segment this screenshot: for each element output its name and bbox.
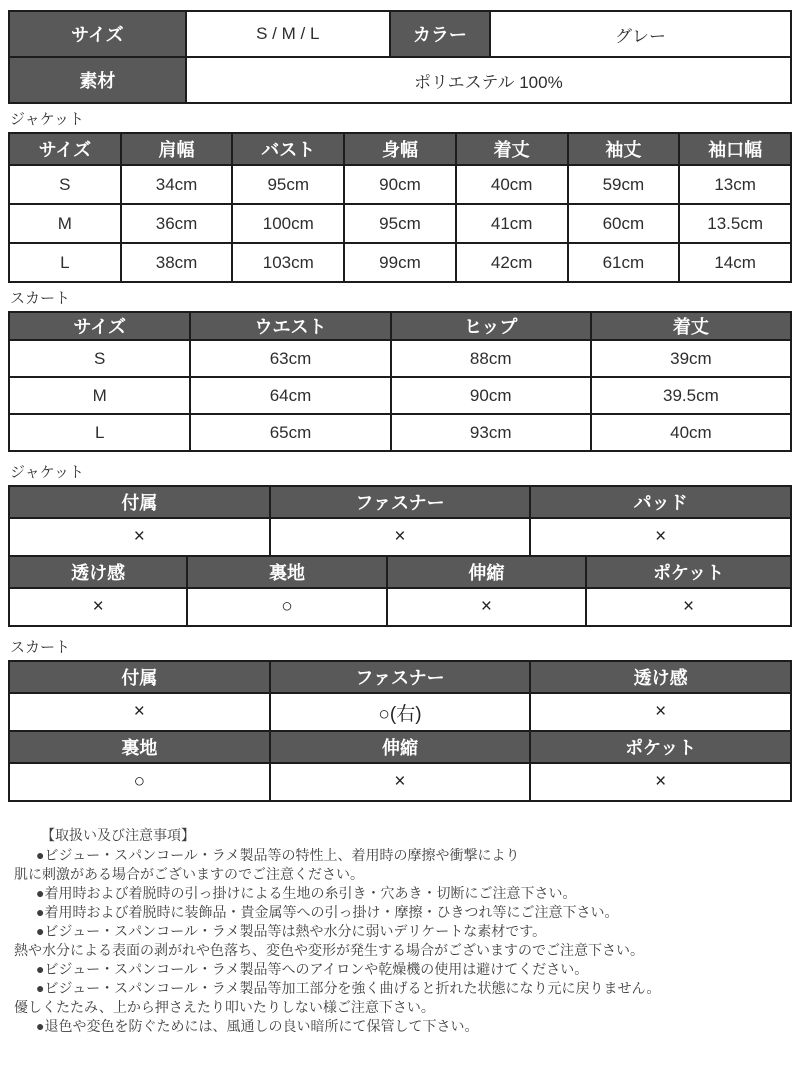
care-note-line: ●ビジュー・スパンコール・ラメ製品等は熱や水分に弱いデリケートな素材です。 (36, 923, 547, 939)
jacket-size-cell: S (9, 165, 121, 204)
care-note-line: ●ビジュー・スパンコール・ラメ製品等加工部分を強く曲げると折れた状態になり元に戻りません。 (36, 980, 661, 996)
skirt-detail-value: × (9, 693, 270, 731)
jacket-size-cell: 103cm (232, 243, 344, 282)
skirt-size-section-label: スカート (10, 290, 71, 307)
skirt-size-col-header: 着丈 (591, 312, 791, 340)
skirt-detail-value: × (270, 763, 531, 801)
skirt-size-cell: 64cm (190, 377, 390, 414)
jacket-detail-value: ○ (187, 588, 386, 626)
jacket-detail-section-label: ジャケット (10, 464, 84, 481)
skirt-detail-header: 付属 (9, 661, 270, 693)
jacket-size-header-row (9, 133, 791, 165)
skirt-detail-header: ファスナー (270, 661, 531, 693)
jacket-size-cell: 41cm (456, 204, 568, 243)
color-header-cell: カラー (390, 11, 490, 57)
skirt-detail-header: 伸縮 (270, 731, 531, 763)
skirt-size-cell: M (9, 377, 190, 414)
jacket-detail-header: 伸縮 (387, 556, 586, 588)
jacket-size-col-header: サイズ (9, 133, 121, 165)
jacket-size-cell: L (9, 243, 121, 282)
jacket-detail-value: × (9, 588, 187, 626)
jacket-size-cell: 40cm (456, 165, 568, 204)
jacket-size-col-header: バスト (232, 133, 344, 165)
jacket-detail-header: 付属 (9, 486, 270, 518)
skirt-detail-section-label: スカート (10, 639, 71, 656)
jacket-size-col-header: 袖丈 (568, 133, 680, 165)
jacket-size-col-header: 肩幅 (121, 133, 233, 165)
jacket-size-cell: 95cm (344, 204, 456, 243)
skirt-detail-table-row2 (8, 730, 792, 802)
skirt-detail-header: ポケット (530, 731, 791, 763)
skirt-size-cell: 39.5cm (591, 377, 791, 414)
jacket-size-cell: 14cm (679, 243, 791, 282)
color-value-cell: グレー (490, 11, 791, 57)
skirt-size-cell: 65cm (190, 414, 390, 451)
skirt-size-col-header: ウエスト (190, 312, 390, 340)
jacket-size-col-header: 身幅 (344, 133, 456, 165)
jacket-detail-header: パッド (530, 486, 791, 518)
size-header-cell: サイズ (9, 11, 186, 57)
skirt-size-col-header: サイズ (9, 312, 190, 340)
skirt-size-row-l (9, 414, 791, 451)
care-note-line: 肌に刺激がある場合がございますのでご注意ください。 (14, 866, 364, 882)
skirt-detail-value: ○(右) (270, 693, 531, 731)
material-value-cell: ポリエステル 100% (186, 57, 791, 103)
care-note-line: 優しくたたみ、上から押さえたり叩いたりしない様ご注意下さい。 (14, 999, 435, 1015)
jacket-size-cell: 95cm (232, 165, 344, 204)
jacket-size-table (8, 132, 792, 283)
jacket-detail-header: ファスナー (270, 486, 531, 518)
jacket-detail-table-row2 (8, 555, 792, 627)
jacket-size-cell: 61cm (568, 243, 680, 282)
skirt-size-cell: 40cm (591, 414, 791, 451)
skirt-detail-value: × (530, 693, 791, 731)
care-note-line: 熱や水分による表面の剥がれや色落ち、変色や変形が発生する場合がございますのでご注意下さい。 (14, 942, 644, 958)
jacket-size-cell: 13.5cm (679, 204, 791, 243)
skirt-detail-header: 裏地 (9, 731, 270, 763)
skirt-size-row-s (9, 340, 791, 377)
jacket-detail-header: ポケット (586, 556, 791, 588)
jacket-size-cell: 38cm (121, 243, 233, 282)
jacket-size-row-m (9, 204, 791, 243)
skirt-detail-header: 透け感 (530, 661, 791, 693)
jacket-detail-table-row1 (8, 485, 792, 557)
jacket-size-cell: 99cm (344, 243, 456, 282)
jacket-size-cell: 60cm (568, 204, 680, 243)
skirt-size-cell: 88cm (391, 340, 591, 377)
care-note-line: ●ビジュー・スパンコール・ラメ製品等へのアイロンや乾燥機の使用は避けてください。 (36, 961, 589, 977)
care-note-line: ●退色や変色を防ぐためには、風通しの良い暗所にて保管して下さい。 (36, 1018, 479, 1034)
jacket-size-cell: M (9, 204, 121, 243)
jacket-detail-value: × (270, 518, 531, 556)
care-note-line: ●着用時および着脱時に装飾品・貴金属等への引っ掛け・摩擦・ひきつれ等にご注意下さい。 (36, 904, 619, 920)
skirt-size-cell: S (9, 340, 190, 377)
skirt-size-cell: 93cm (391, 414, 591, 451)
jacket-size-col-header: 袖口幅 (679, 133, 791, 165)
skirt-size-cell: L (9, 414, 190, 451)
jacket-size-cell: 13cm (679, 165, 791, 204)
skirt-size-header-row (9, 312, 791, 340)
product-summary-table (8, 10, 792, 104)
skirt-detail-table-row1 (8, 660, 792, 732)
size-value-cell: S / M / L (186, 11, 390, 57)
skirt-size-cell: 90cm (391, 377, 591, 414)
skirt-size-table (8, 311, 792, 452)
skirt-detail-value: ○ (9, 763, 270, 801)
jacket-size-cell: 90cm (344, 165, 456, 204)
jacket-size-row-l (9, 243, 791, 282)
skirt-size-cell: 39cm (591, 340, 791, 377)
jacket-size-row-s (9, 165, 791, 204)
jacket-size-cell: 42cm (456, 243, 568, 282)
jacket-size-cell: 34cm (121, 165, 233, 204)
care-notes (14, 826, 792, 1036)
care-note-line: ●ビジュー・スパンコール・ラメ製品等の特性上、着用時の摩擦や衝撃により (36, 847, 520, 863)
jacket-size-col-header: 着丈 (456, 133, 568, 165)
jacket-detail-value: × (530, 518, 791, 556)
material-header-cell: 素材 (9, 57, 186, 103)
jacket-detail-value: × (387, 588, 586, 626)
jacket-size-cell: 59cm (568, 165, 680, 204)
jacket-detail-header: 裏地 (187, 556, 386, 588)
jacket-size-section-label: ジャケット (10, 111, 84, 128)
jacket-size-cell: 36cm (121, 204, 233, 243)
care-note-line: ●着用時および着脱時の引っ掛けによる生地の糸引き・穴あき・切断にご注意下さい。 (36, 885, 577, 901)
jacket-size-cell: 100cm (232, 204, 344, 243)
skirt-size-col-header: ヒップ (391, 312, 591, 340)
skirt-size-row-m (9, 377, 791, 414)
jacket-detail-value: × (9, 518, 270, 556)
skirt-detail-value: × (530, 763, 791, 801)
jacket-detail-value: × (586, 588, 791, 626)
skirt-size-cell: 63cm (190, 340, 390, 377)
care-notes-title: 【取扱い及び注意事項】 (41, 827, 195, 843)
jacket-detail-header: 透け感 (9, 556, 187, 588)
